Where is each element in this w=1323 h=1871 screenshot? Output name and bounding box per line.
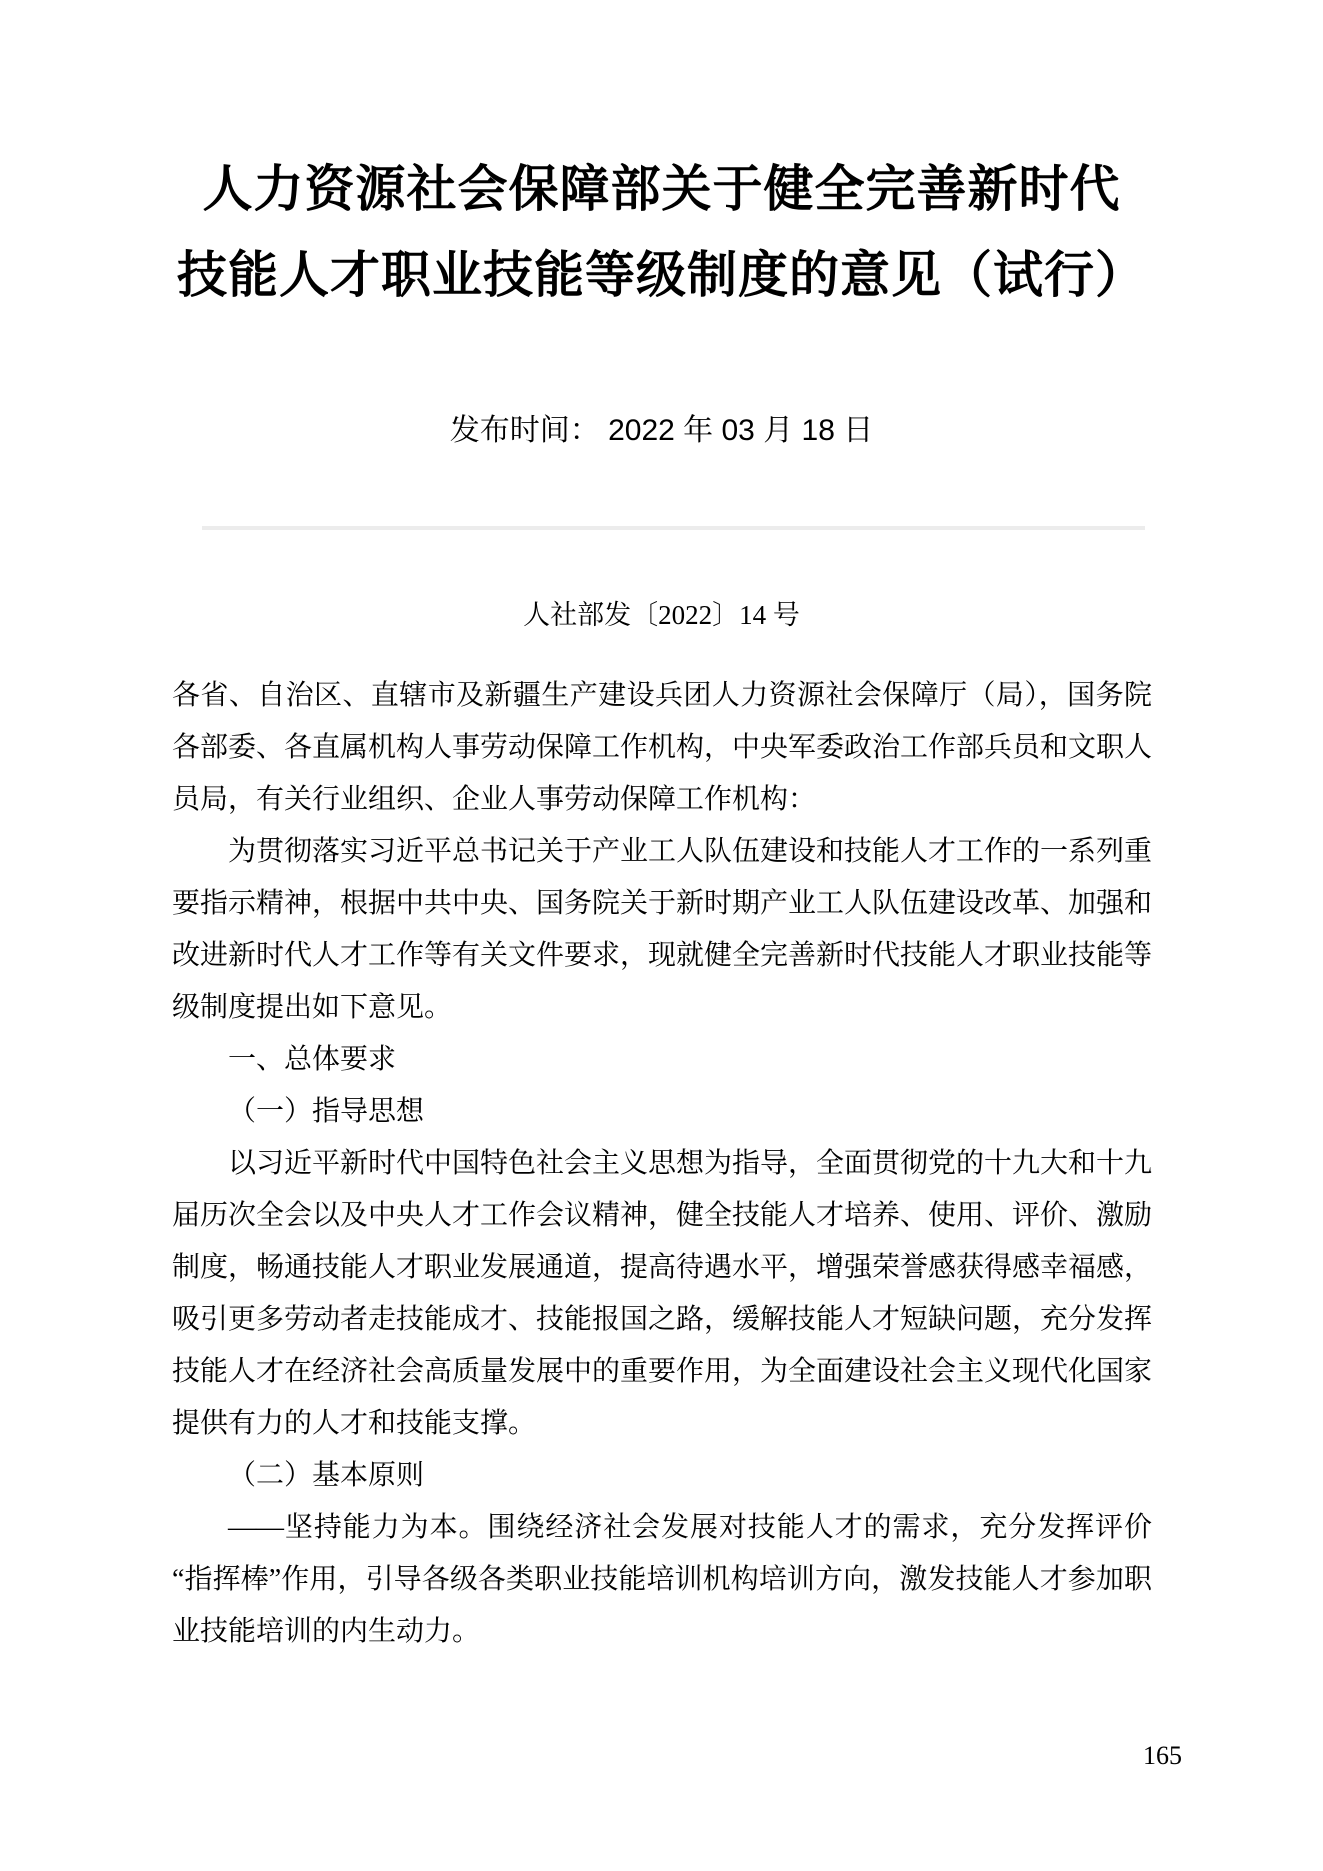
paragraph-recipients: 各省、自治区、直辖市及新疆生产建设兵团人力资源社会保障厅（局），国务院各部委、各直属机构人事劳动保障工作机构，中央军委政治工作部兵员和文职人员局，有关行业组织、企业人事劳动保障工作机构： [172,680,1153,815]
heading-basic-principles: （二）基本原则 [228,1460,425,1491]
paragraph-guiding-ideology-body: 以习近平新时代中国特色社会主义思想为指导，全面贯彻党的十九大和十九届历次全会以及中央人才工作会议精神，健全技能人才培养、使用、评价、激励制度，畅通技能人才职业发展通道，提高待遇水平，增强荣誉感获得感幸福感，吸引更多劳动者走技能成才、技能报国之路，缓解技能人才短缺问题，充分发挥技能人才在经济社会高质量发展中的重要作用，为全面建设社会主义现代化国家提供有力的人才和技能支撑。 [172,1148,1153,1439]
divider-line [202,526,1145,530]
paragraph-preamble: 为贯彻落实习近平总书记关于产业工人队伍建设和技能人才工作的一系列重要指示精神，根据中共中央、国务院关于新时期产业工人队伍建设改革、加强和改进新时代人才工作等有关文件要求，现就健全完善新时代技能人才职业技能等级制度提出如下意见。 [172,836,1153,1023]
document-title [0,0,1323,318]
page-number: 165 [1143,1741,1182,1770]
publish-date: 发布时间： 2022 年 03 月 18 日 [449,414,874,447]
document-title-line-1: 人力资源社会保障部关于健全完善新时代 [202,161,1121,217]
paragraph-basic-principles-body: ——坚持能力为本。围绕经济社会发展对技能人才的需求，充分发挥评价“指挥棒”作用，引导各级各类职业技能培训机构培训方向，激发技能人才参加职业技能培训的内生动力。 [172,1512,1152,1647]
document-title-line-2: 技能人才职业技能等级制度的意见（试行） [177,247,1146,303]
heading-guiding-ideology: （一）指导思想 [228,1096,425,1127]
heading-overall-requirements: 一、总体要求 [228,1044,397,1075]
document-number: 人社部发〔2022〕14 号 [523,600,800,630]
document-body [172,670,1152,1658]
